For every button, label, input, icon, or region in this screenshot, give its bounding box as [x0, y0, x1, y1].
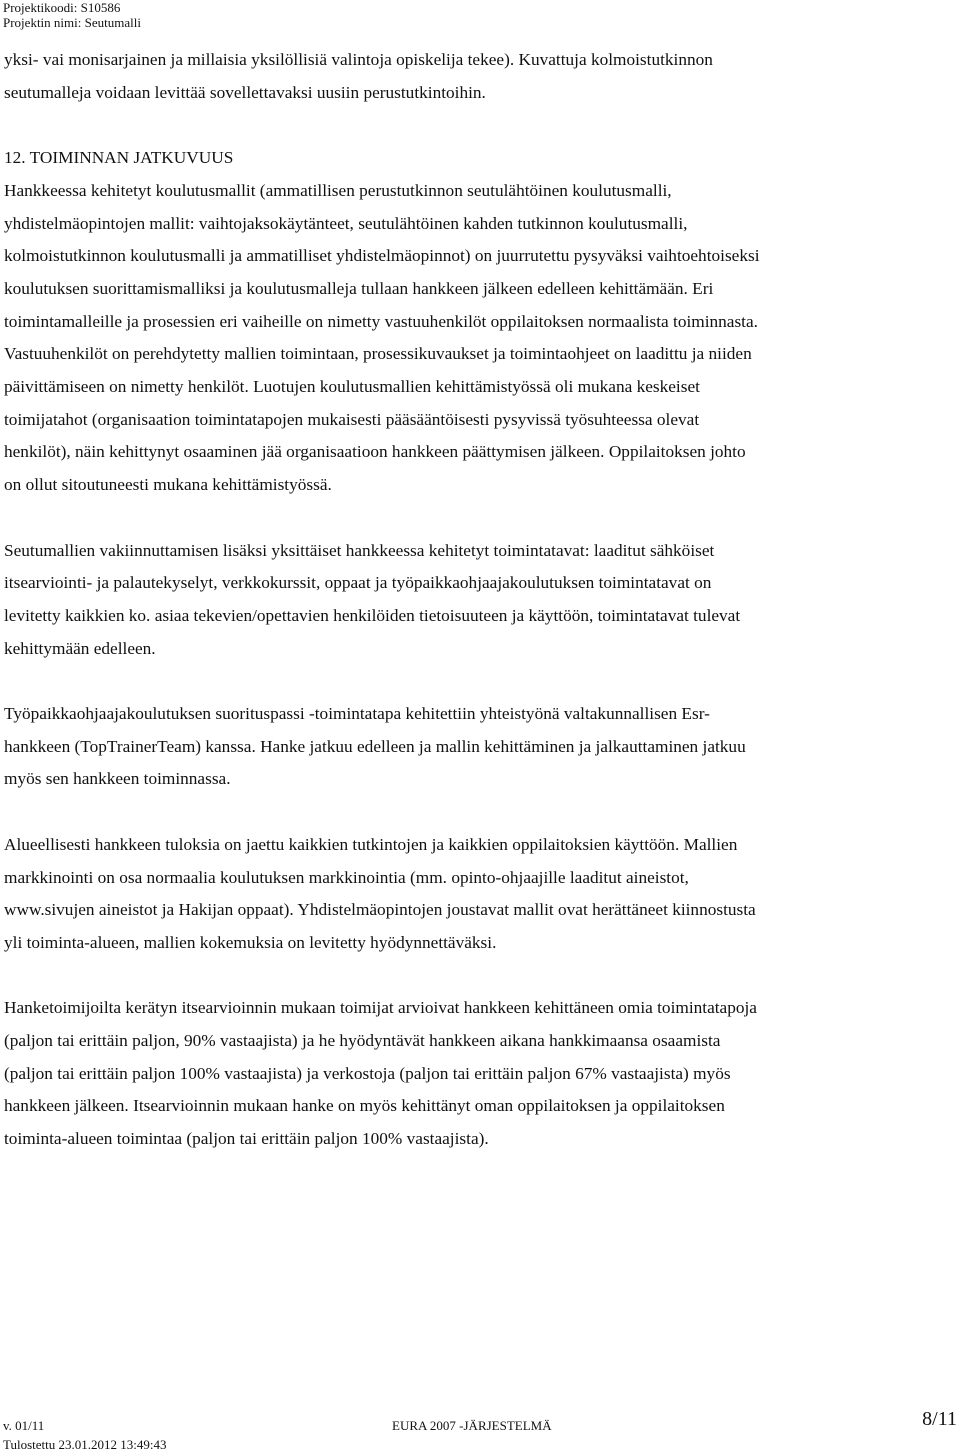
intro-paragraph: yksi- vai monisarjainen ja millaisia yksilöllisiä valintoja opiskelija tekee). Kuvattuja kolmoistutkinnon seutumalleja voidaan levittää sovellettavaksi uusiin perustutkintoihin.: [4, 50, 713, 102]
paragraph-spacer: [4, 796, 956, 829]
document-body: [4, 44, 956, 1156]
paragraph-dissemination: Alueellisesti hankkeen tuloksia on jaettu kaikkien tutkintojen ja kaikkien oppilaitoksien käyttöön. Mallien markkinointi on osa normaalia koulutuksen markkinointia (mm. opinto-ohjaajille laaditut aineistot, www.sivujen aineistot ja Hakijan oppaat). Yhdistelmäopintojen joustavat mallit ovat herättäneet kiinnostusta yli toiminta-alueen, mallien kokemuksia on levitetty hyödynnettäväksi.: [4, 834, 756, 952]
page-header: [3, 0, 141, 30]
project-name: Projektin nimi: Seutumalli: [3, 15, 141, 30]
paragraph-trainer-passport: Työpaikkaohjaajakoulutuksen suorituspassi -toimintatapa kehitettiin yhteistyönä valtakunnallisen Esr- hankkeen (TopTrainerTeam) kanssa. Hanke jatkuu edelleen ja mallin kehittäminen ja jalkauttaminen jatkuu myös sen hankkeen toiminnassa.: [4, 704, 746, 789]
footer-system-name: EURA 2007 -JÄRJESTELMÄ: [392, 1418, 552, 1433]
print-timestamp: Tulostettu 23.01.2012 13:49:43: [3, 1437, 167, 1452]
paragraph-continuity: Hankkeessa kehitetyt koulutusmallit (ammatillisen perustutkinnon seutulähtöinen koulutusmalli, yhdistelmäopintojen mallit: vaihtojaksokäytänteet, seutulähtöinen kahden tutkinnon koulutusmalli, kolmoistutkinnon koulutusmalli ja ammatilliset yhdistelmäopinnot) on juurrutettu pysyväksi vaihtoehtoiseksi koulutuksen suorittamismalliksi ja koulutusmalleja tullaan hankkeen jälkeen edelleen kehittämään. Eri toimintamalleille ja prosessien eri vaiheille on nimetty vastuuhenkilöt oppilaitoksen normaalista toiminnasta. Vastuuhenkilöt on perehdytetty mallien toimintaan, prosessikuvaukset ja toimintaohjeet on laadittu ja niiden päivittämiseen on nimetty henkilöt. Luotujen koulutusmallien kehittämistyössä oli mukana keskeiset toimijatahot (organisaation toimintatapojen mukaisesti pääsääntöisesti pysyvissä työsuhteessa olevat henkilöt), näin kehittynyt osaaminen jää organisaatioon hankkeen päättymisen jälkeen. Oppilaitoksen johto on ollut sitoutuneesti mukana kehittämistyössä.: [4, 180, 760, 495]
section-heading: 12. TOIMINNAN JATKUVUUS: [4, 148, 234, 168]
paragraph-spacer: [4, 960, 956, 993]
page-footer: [3, 1408, 957, 1454]
footer-version: v. 01/11: [3, 1418, 45, 1433]
paragraph-spacer: [4, 502, 956, 535]
paragraph-practices: Seutumallien vakiinnuttamisen lisäksi yksittäiset hankkeessa kehitetyt toimintatavat: laaditut sähköiset itsearviointi- ja palautekyselyt, verkkokurssit, oppaat ja työpaikkaohjaajakoulutuksen toimintatavat on levitetty kaikkien ko. asiaa tekevien/opettavien henkilöiden tietoisuuteen ja käyttöön, toimintatavat tulevat kehittymään edelleen.: [4, 540, 741, 658]
paragraph-self-evaluation: Hanketoimijoilta kerätyn itsearvioinnin mukaan toimijat arvioivat hankkeen kehittäneen omia toimintatapoja (paljon tai erittäin paljon, 90% vastaajista) ja he hyödyntävät hankkeen aikana hankkimaansa osaamista (paljon tai erittäin paljon 100% vastaajista) ja verkostoja (paljon tai erittäin paljon 67% vastaajista) myös hankkeen jälkeen. Itsearvioinnin mukaan hanke on myös kehittänyt oman oppilaitoksen ja oppilaitoksen toiminta-alueen toimintaa (paljon tai erittäin paljon 100% vastaajista).: [4, 998, 757, 1149]
paragraph-spacer: [4, 109, 956, 142]
page-number: 8/11: [922, 1408, 957, 1430]
paragraph-spacer: [4, 665, 956, 698]
project-code: Projektikoodi: S10586: [3, 0, 121, 15]
